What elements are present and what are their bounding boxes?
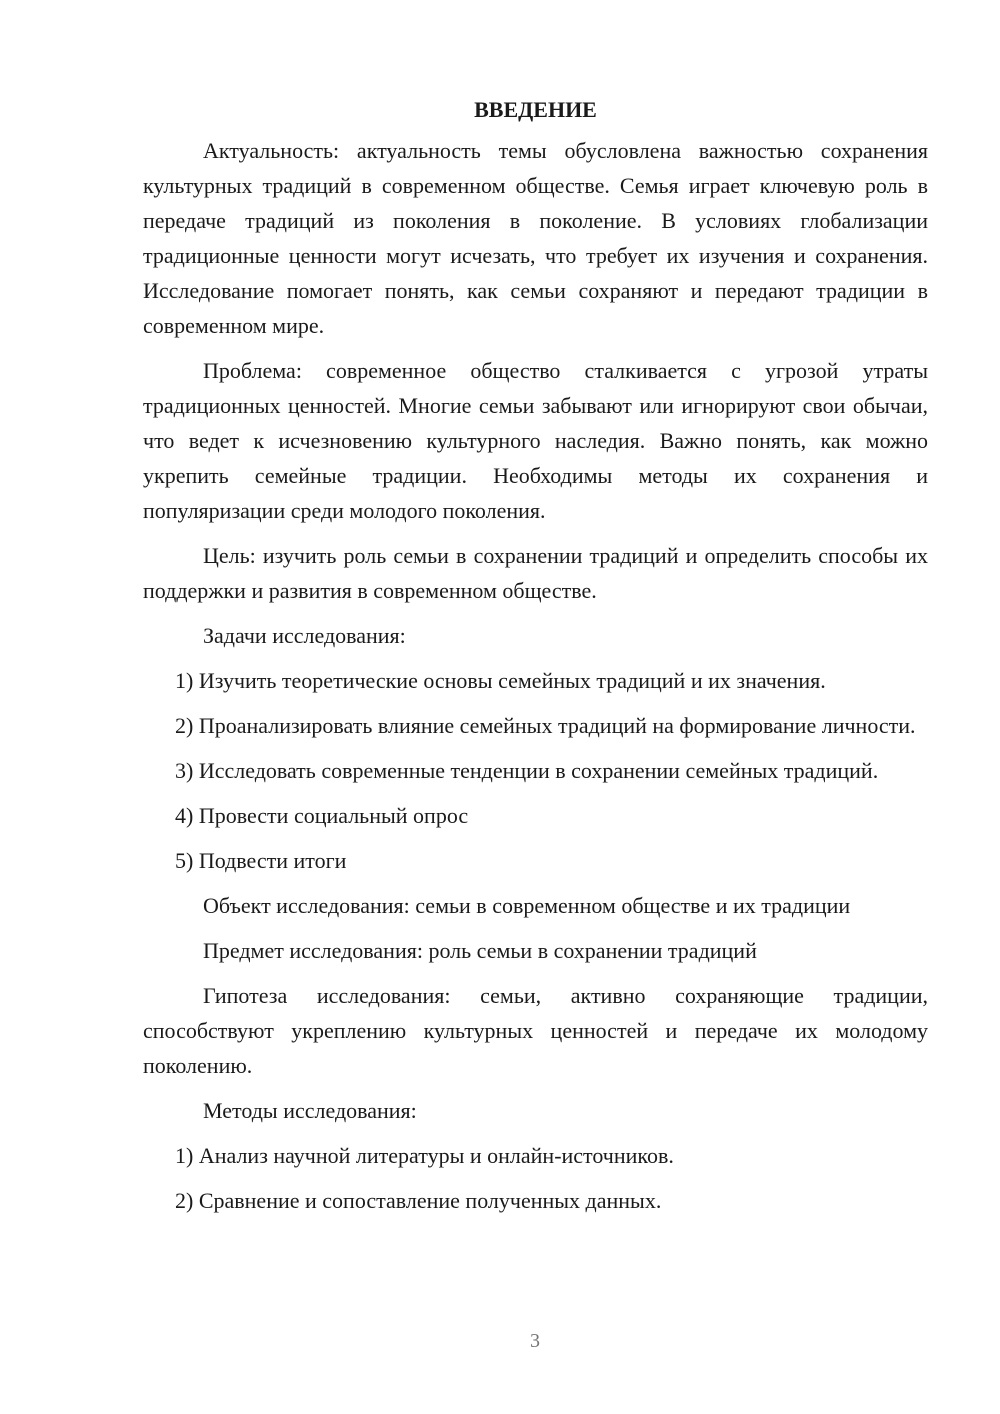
task-item-1: 1) Изучить теоретические основы семейных традиций и их значения. [175, 668, 826, 693]
research-object: Объект исследования: семьи в современном обществе и их традиции [203, 893, 851, 918]
task-item-4: 4) Провести социальный опрос [175, 803, 469, 828]
task-item-3: 3) Исследовать современные тенденции в сохранении семейных традиций. [175, 758, 879, 783]
method-item-1: 1) Анализ научной литературы и онлайн-источников. [175, 1143, 674, 1168]
goal-paragraph: Цель: изучить роль семьи в сохранении традиций и определить способы их поддержки и развития в современном обществе. [143, 543, 928, 603]
page-title: ВВЕДЕНИЕ [474, 97, 597, 122]
document-page [143, 92, 928, 1228]
task-item-5: 5) Подвести итоги [175, 848, 347, 873]
tasks-heading: Задачи исследования: [203, 623, 406, 648]
task-item-2: 2) Проанализировать влияние семейных традиций на формирование личности. [175, 713, 916, 738]
problem-paragraph: Проблема: современное общество сталкивается с угрозой утраты традиционных ценностей. Многие семьи забывают или игнорируют свои обычаи, что ведет к исчезновению культурного наследия. Важно понять, как можно укрепить семейные традиции. Необходимы методы их сохранения и популяризации среди молодого поколения. [143, 358, 928, 523]
research-hypothesis: Гипотеза исследования: семьи, активно сохраняющие традиции, способствуют укреплению культурных ценностей и передаче их молодому поколению. [143, 983, 928, 1078]
research-subject: Предмет исследования: роль семьи в сохранении традиций [203, 938, 757, 963]
methods-heading: Методы исследования: [203, 1098, 417, 1123]
method-item-2: 2) Сравнение и сопоставление полученных данных. [175, 1188, 662, 1213]
page-number: 3 [530, 1330, 540, 1352]
relevance-paragraph: Актуальность: актуальность темы обусловлена важностью сохранения культурных традиций в современном обществе. Семья играет ключевую роль в передаче традиций из поколения в поколение. В условиях глобализации традиционные ценности могут исчезать, что требует их изучения и сохранения. Исследование помогает понять, как семьи сохраняют и передают традиции в современном мире. [143, 138, 928, 338]
